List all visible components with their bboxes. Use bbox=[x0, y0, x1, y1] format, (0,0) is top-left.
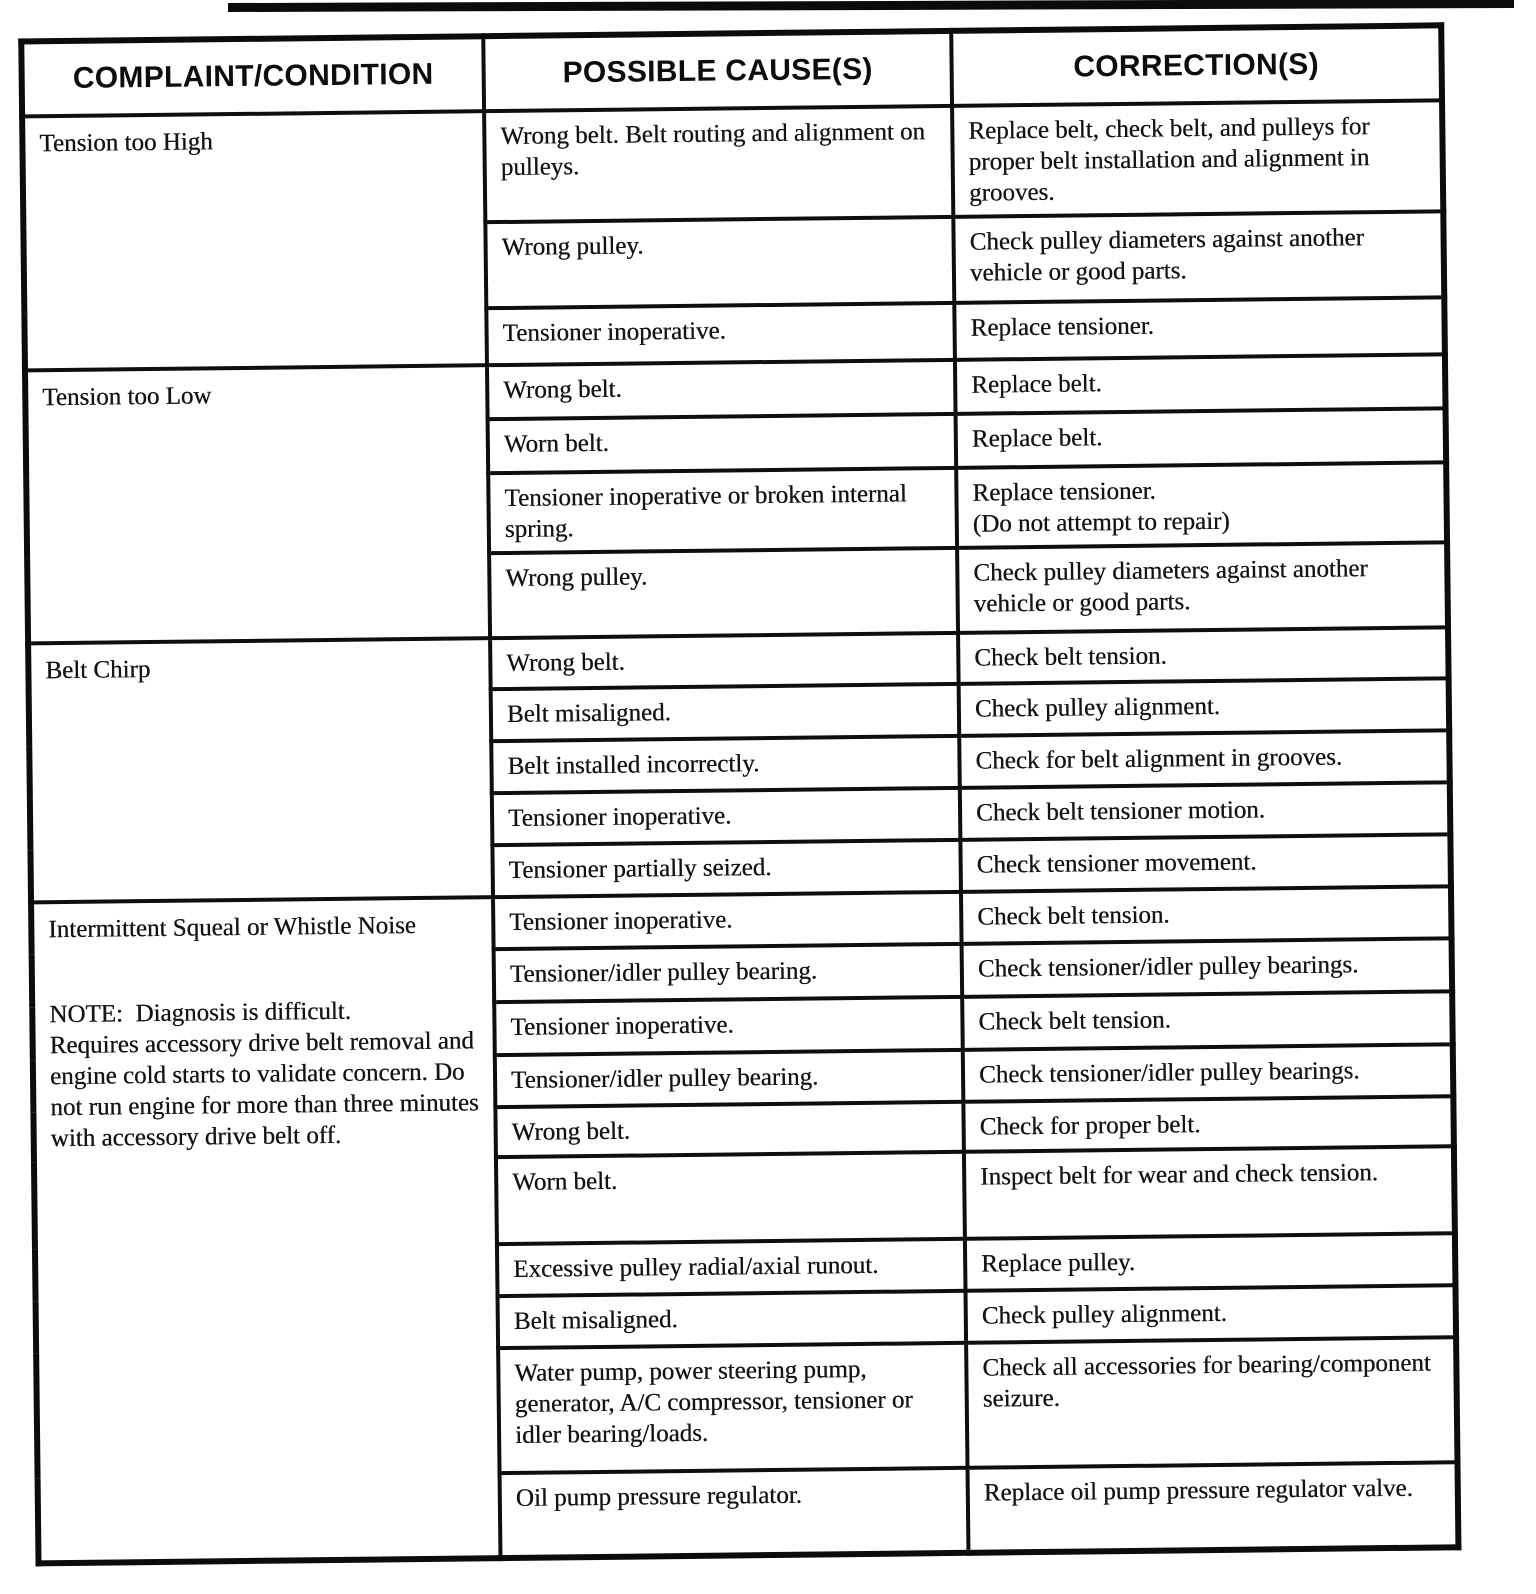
complaint-cell bbox=[25, 365, 490, 643]
possible-cause-cell: Worn belt. bbox=[488, 414, 957, 473]
correction-cell: Replace tensioner. (Do not attempt to repair) bbox=[956, 462, 1447, 548]
complaint-note: NOTE: Diagnosis is difficult. Requires accessory drive belt removal and engine cold starts to validate concern. Do not run engine for more than three minutes with accessory drive belt off. bbox=[49, 997, 486, 1153]
correction-cell: Check pulley diameters against another vehicle or good parts. bbox=[957, 542, 1448, 633]
possible-cause-cell: Belt misaligned. bbox=[498, 1291, 967, 1348]
correction-cell: Replace belt, check belt, and pulleys for proper belt installation and alignment in grooves. bbox=[952, 100, 1443, 217]
possible-cause-cell: Tensioner/idler pulley bearing. bbox=[495, 1050, 964, 1107]
correction-cell: Replace tensioner. bbox=[954, 297, 1445, 360]
header-corrections: CORRECTION(S) bbox=[951, 25, 1442, 106]
correction-cell: Check belt tension. bbox=[958, 627, 1449, 684]
possible-cause-cell: Wrong pulley. bbox=[489, 548, 958, 638]
correction-cell: Check all accessories for bearing/component seizure. bbox=[966, 1337, 1457, 1468]
complaint-label: Tension too High bbox=[39, 128, 213, 158]
correction-cell: Check belt tension. bbox=[961, 886, 1452, 944]
possible-cause-cell: Tensioner inoperative. bbox=[486, 303, 955, 365]
possible-cause-cell: Water pump, power steering pump, generator, A/C compressor, tensioner or idler bearing/loads. bbox=[498, 1343, 967, 1473]
correction-cell: Check tensioner/idler pulley bearings. bbox=[962, 938, 1453, 997]
possible-cause-cell: Worn belt. bbox=[496, 1152, 965, 1244]
correction-cell: Replace pulley. bbox=[965, 1233, 1456, 1291]
correction-cell: Check pulley diameters against another vehicle or good parts. bbox=[953, 211, 1444, 303]
correction-cell: Replace belt. bbox=[956, 408, 1447, 468]
correction-cell: Replace belt. bbox=[955, 354, 1446, 414]
possible-cause-cell: Wrong belt. Belt routing and alignment on pulleys. bbox=[484, 106, 953, 222]
correction-cell: Replace oil pump pressure regulator valve. bbox=[968, 1462, 1459, 1553]
correction-cell: Check for proper belt. bbox=[963, 1096, 1454, 1152]
correction-cell: Check pulley alignment. bbox=[959, 678, 1450, 736]
complaint-cell bbox=[22, 111, 487, 370]
possible-cause-cell: Belt installed incorrectly. bbox=[491, 736, 960, 793]
diagnostic-table-wrap bbox=[18, 22, 1455, 1566]
possible-cause-cell: Wrong belt. bbox=[487, 360, 956, 419]
correction-cell: Inspect belt for wear and check tension. bbox=[964, 1146, 1455, 1239]
header-complaint-condition: COMPLAINT/CONDITION bbox=[21, 36, 484, 116]
possible-cause-cell: Tensioner inoperative. bbox=[494, 997, 963, 1055]
correction-cell: Check belt tensioner motion. bbox=[960, 782, 1451, 840]
correction-cell: Check tensioner movement. bbox=[960, 834, 1451, 892]
correction-cell: Check for belt alignment in grooves. bbox=[959, 730, 1450, 788]
complaint-cell bbox=[28, 638, 493, 902]
possible-cause-cell: Tensioner inoperative or broken internal spring. bbox=[488, 468, 957, 553]
complaint-label: Intermittent Squeal or Whistle Noise bbox=[48, 912, 417, 944]
possible-cause-cell: Wrong pulley. bbox=[485, 217, 954, 308]
possible-cause-cell: Tensioner inoperative. bbox=[492, 788, 961, 845]
correction-cell: Check pulley alignment. bbox=[966, 1285, 1457, 1343]
possible-cause-cell: Belt misaligned. bbox=[491, 684, 960, 741]
possible-cause-cell: Oil pump pressure regulator. bbox=[500, 1468, 969, 1558]
possible-cause-cell: Wrong belt. bbox=[495, 1102, 964, 1157]
complaint-cell bbox=[31, 897, 500, 1563]
belt-diagnosis-table bbox=[18, 22, 1461, 1566]
possible-cause-cell: Tensioner inoperative. bbox=[493, 892, 962, 949]
scan-artifact-line bbox=[228, 0, 1514, 12]
complaint-label: Tension too Low bbox=[42, 382, 212, 412]
possible-cause-cell: Excessive pulley radial/axial runout. bbox=[497, 1239, 966, 1296]
correction-cell: Check tensioner/idler pulley bearings. bbox=[963, 1044, 1454, 1102]
possible-cause-cell: Tensioner partially seized. bbox=[492, 840, 961, 897]
complaint-label: Belt Chirp bbox=[45, 656, 151, 685]
correction-cell: Check belt tension. bbox=[962, 991, 1453, 1050]
possible-cause-cell: Tensioner/idler pulley bearing. bbox=[494, 944, 963, 1002]
table-row bbox=[22, 100, 1443, 227]
possible-cause-cell: Wrong belt. bbox=[490, 633, 959, 689]
header-possible-causes: POSSIBLE CAUSE(S) bbox=[483, 31, 952, 111]
